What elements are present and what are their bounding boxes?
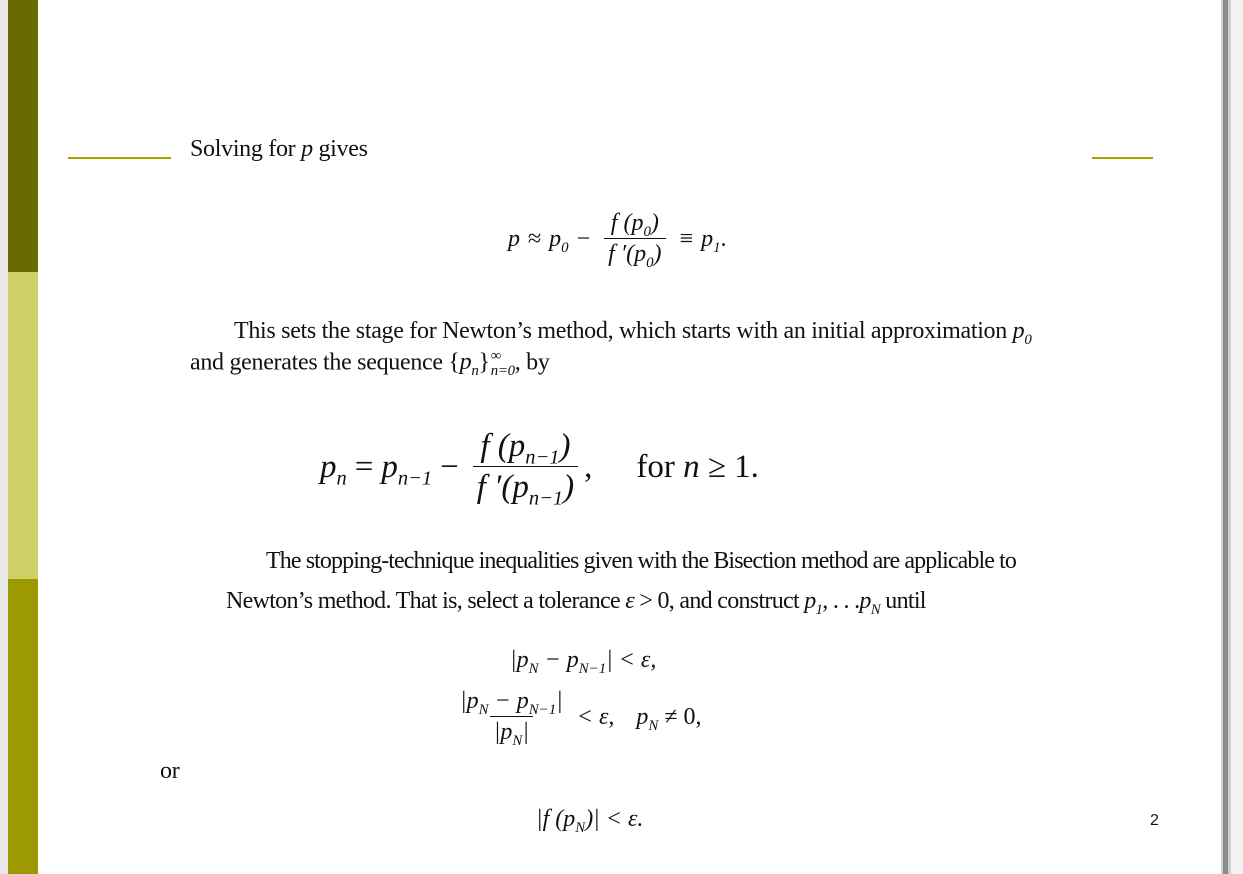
paragraph-1-line-2: and generates the sequence $\{p_n\}$ ∞ n=0 , by xyxy=(190,348,550,380)
accent-bar-middle xyxy=(8,272,38,579)
accent-bar-top xyxy=(8,0,38,272)
inequality-function-value: |f $(p_N)| < \varepsilon$. xyxy=(536,806,644,836)
inequality-relative-difference: $\frac{|p_N - p_{N-1}|}{|p_N|}$ < ε, $p_N$ ≠ 0, xyxy=(456,688,702,746)
or-text: or xyxy=(160,758,180,784)
paragraph-2-line-1: The stopping-technique inequalities given with the Bisection method are applicable to xyxy=(266,548,1016,574)
left-page-edge xyxy=(0,0,8,874)
title-rule-left xyxy=(68,157,171,159)
intro-line: Solving for p gives xyxy=(190,136,368,162)
fraction-f-over-fprime: $\frac{f (p_0)}{f '(p_0)}$ xyxy=(604,210,665,268)
fraction-relative-error: $\frac{|p_N - p_{N-1}|}{|p_N|}$ xyxy=(460,688,563,749)
page-number: 2 xyxy=(1150,812,1159,829)
equation-first-approximation: p ≈ $p_0$ − $\frac{f (p_0)}{f '(p_0)}$ ≡ $p_1$ . xyxy=(508,210,727,271)
paragraph-1-line-1: This sets the stage for Newton’s method, which starts with an initial approximation $p_0$ xyxy=(234,318,1032,348)
inequality-absolute-difference: $|p_N - p_{N-1}| < \varepsilon$, xyxy=(510,647,657,677)
title-rule-right xyxy=(1092,157,1153,159)
equation-newton-iteration: $p_n$ = $p_{n-1}$ − $\frac{f (p_{n-1})}{f '(p_{n-1})}$ , for n ≥ 1. xyxy=(320,428,759,510)
paragraph-2-line-2: Newton’s method. That is, select a tolerance ε > 0, and construct $p_1$, . . $.p_N$ until xyxy=(226,588,926,618)
right-scrollbar[interactable] xyxy=(1221,0,1243,874)
accent-bar-bottom xyxy=(8,579,38,874)
fraction-newton-step: $\frac{f (p_{n-1})}{f '(p_{n-1})}$ xyxy=(473,428,578,506)
